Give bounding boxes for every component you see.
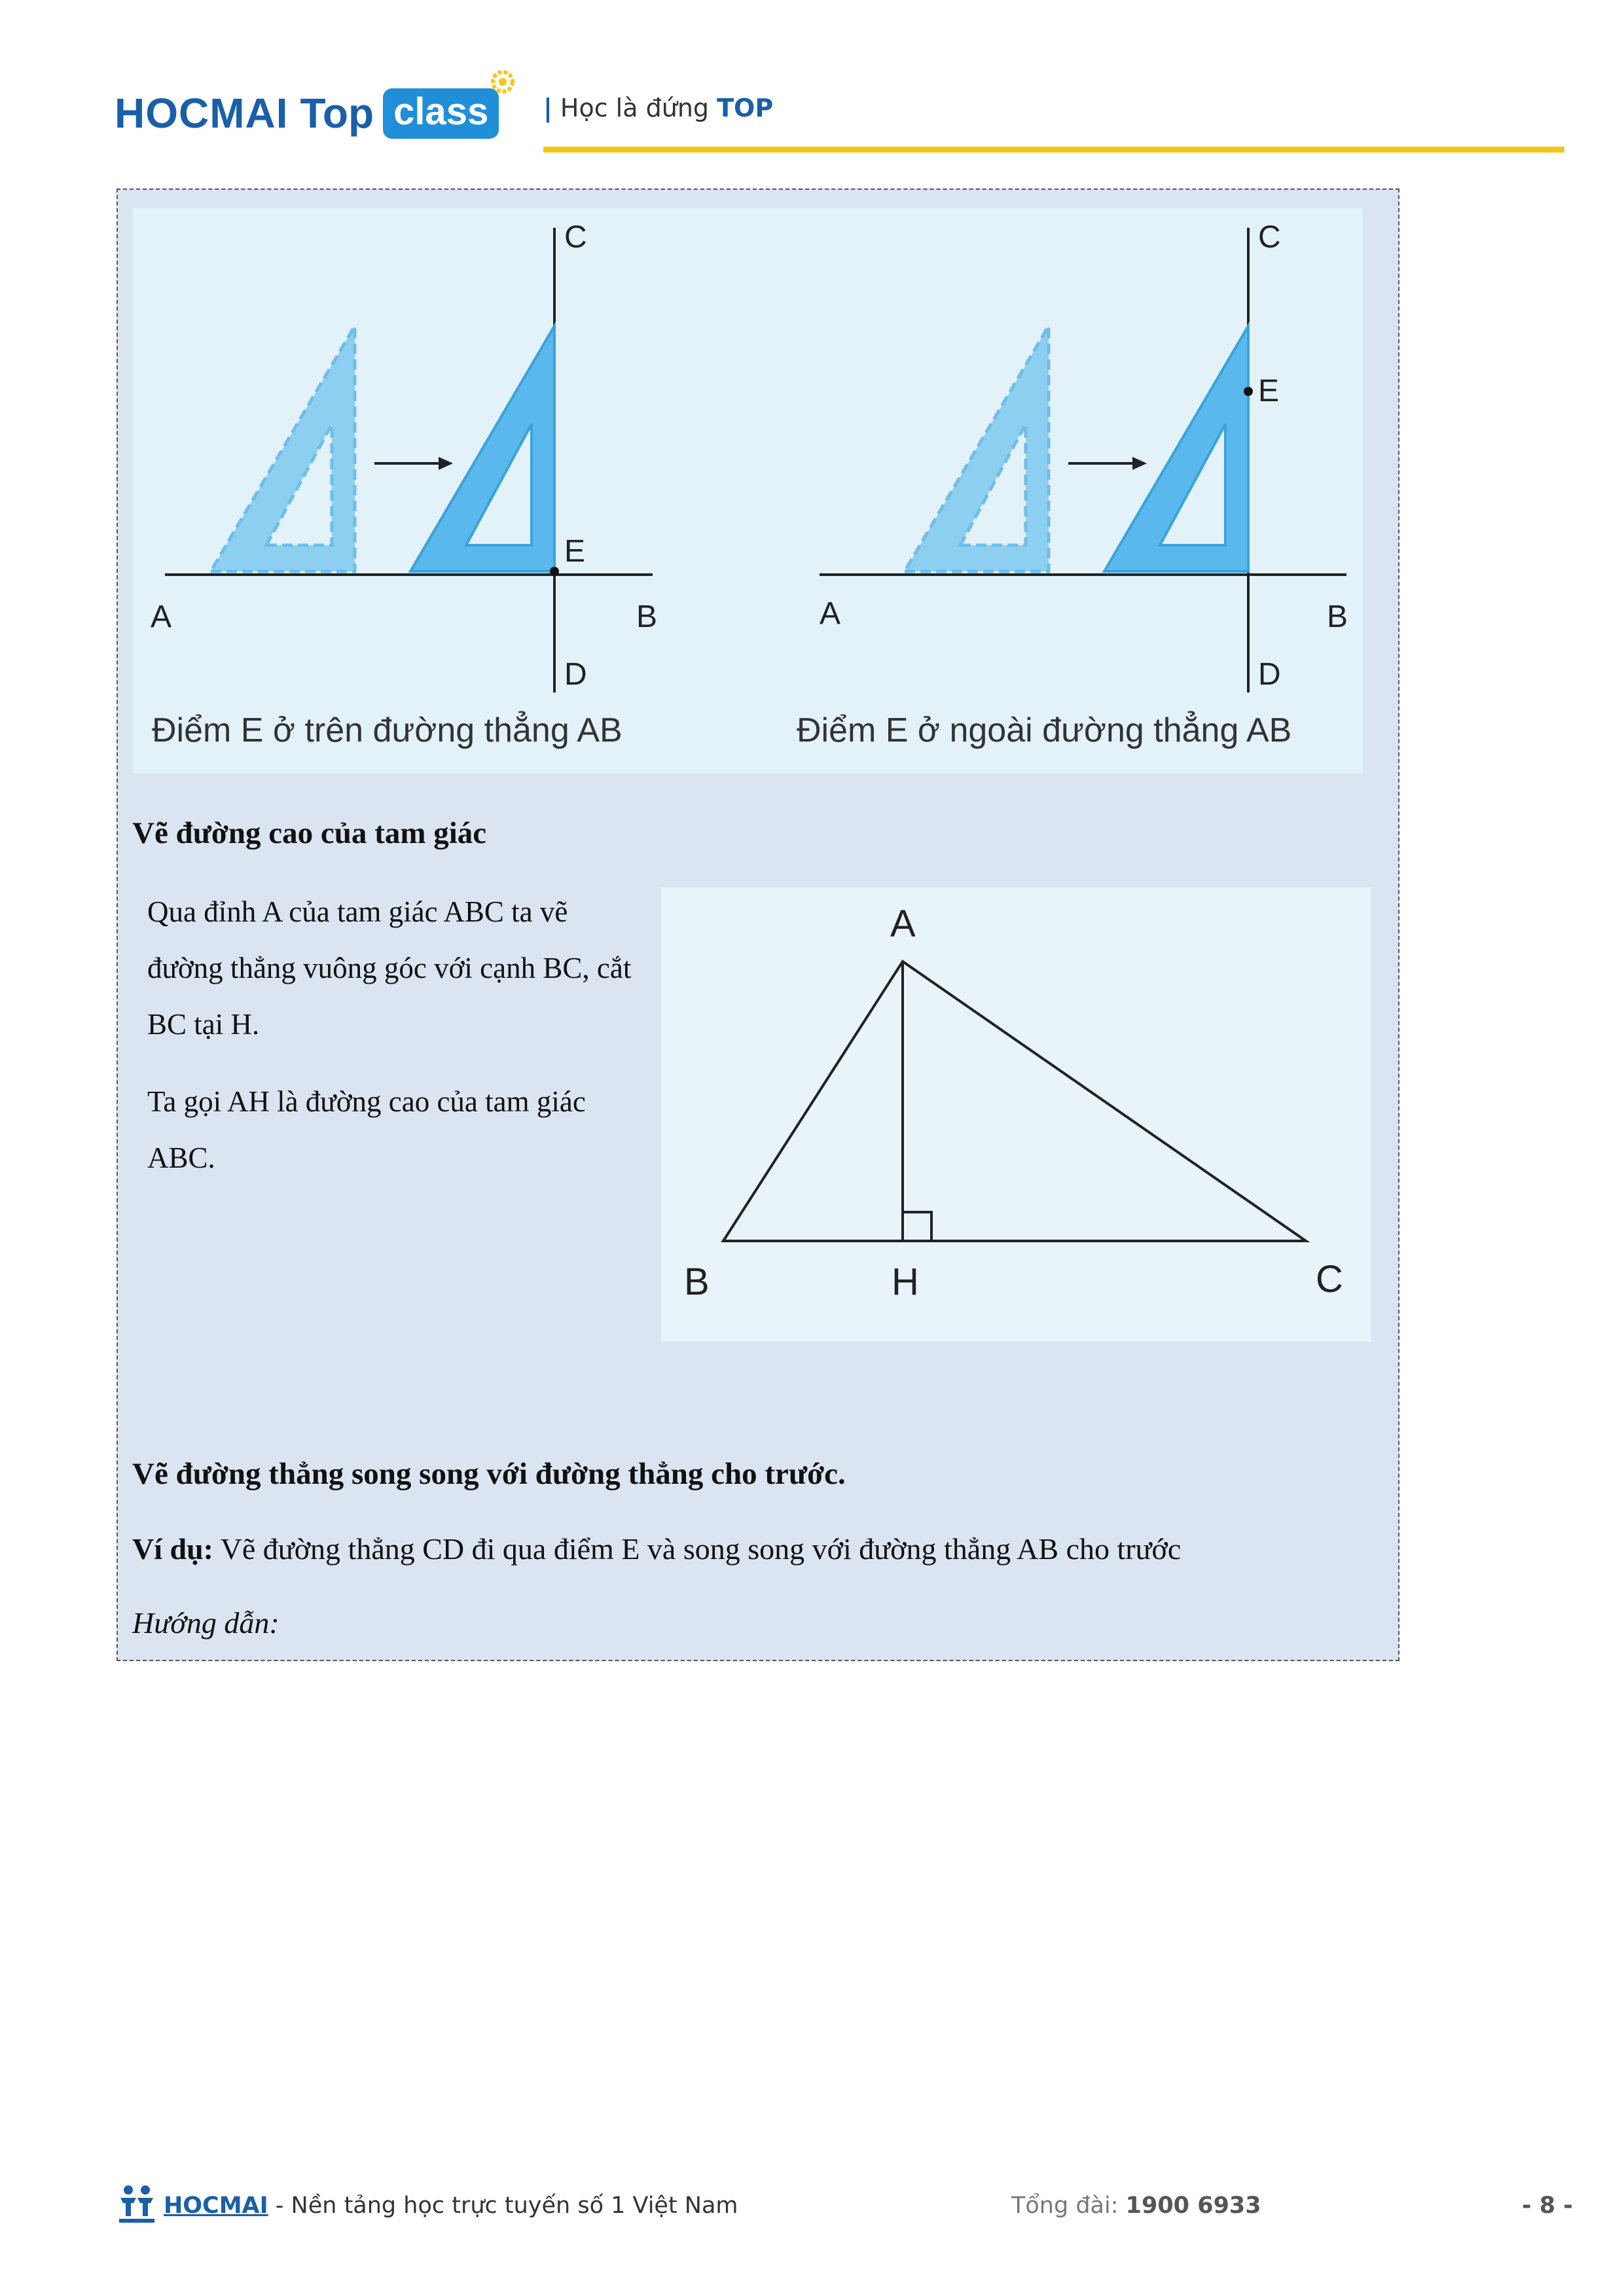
label-a-triangle: A [890, 903, 916, 945]
hotline-label: Tổng đài: [1011, 2193, 1126, 2219]
footer-hotline [1011, 2193, 1261, 2219]
example-text: Vẽ đường thẳng CD đi qua điểm E và song song với đường thẳng AB cho trước [220, 1532, 1182, 1566]
altitude-figure [661, 888, 1371, 1342]
label-c-triangle: C [1316, 1258, 1343, 1300]
label-c-right: C [1258, 220, 1281, 255]
point-e-right [1244, 387, 1253, 396]
hocmai-topclass-logo [115, 77, 499, 149]
logo-top-text: Top [300, 90, 374, 137]
perpendicular-figure [132, 208, 1363, 774]
arrow-head-left [439, 457, 453, 470]
label-e-right: E [1258, 374, 1280, 408]
gear-star-icon [490, 69, 516, 95]
label-a-right: A [820, 596, 841, 631]
footer-tagline [164, 2193, 738, 2219]
left-panel [151, 220, 657, 749]
guide-label: Hướng dẫn: [132, 1606, 280, 1640]
slogan-divider: | [543, 94, 552, 122]
altitude-heading: Vẽ đường cao của tam giác [132, 816, 487, 850]
slogan-prefix: Học là đứng [560, 94, 710, 122]
example-label: Ví dụ: [132, 1532, 213, 1566]
caption-left: Điểm E ở trên đường thẳng AB [152, 711, 623, 749]
set-square-start-right [905, 326, 1049, 571]
set-square-start-left [211, 326, 355, 571]
slogan-emphasis: TOP [717, 94, 774, 122]
example-line [132, 1532, 1181, 1566]
hocmai-people-icon [117, 2183, 157, 2224]
label-h-triangle: H [892, 1261, 919, 1303]
header-divider-line [543, 147, 1564, 152]
logo-hocmai-text: HOCMAI [115, 90, 289, 137]
logo-class-badge [383, 88, 499, 139]
label-d-right: D [1258, 657, 1281, 692]
footer-tagline-text: - Nền tảng học trực tuyến số 1 Việt Nam [268, 2193, 738, 2219]
label-b-triangle: B [684, 1261, 710, 1303]
page-number [1522, 2193, 1573, 2219]
right-angle-mark [903, 1212, 931, 1241]
right-panel [797, 220, 1348, 749]
set-square-end-right [1104, 326, 1248, 571]
page-number-text: - 8 - [1522, 2193, 1573, 2219]
arrow-head-right [1132, 457, 1147, 470]
hotline-number: 1900 6933 [1125, 2193, 1261, 2219]
point-e-left [550, 567, 559, 576]
label-b-right: B [1327, 600, 1348, 634]
parallel-heading: Vẽ đường thẳng song song với đường thẳng cho trước. [132, 1457, 846, 1491]
caption-right: Điểm E ở ngoài đường thẳng AB [797, 711, 1292, 749]
footer-brand-link[interactable]: HOCMAI [164, 2193, 268, 2219]
label-b-left: B [636, 600, 658, 634]
header-slogan [543, 94, 773, 122]
label-a-left: A [151, 600, 172, 634]
set-square-end-left [410, 326, 554, 571]
label-c-left: C [564, 220, 587, 255]
label-e-left: E [564, 534, 586, 569]
label-d-left: D [564, 657, 587, 692]
altitude-paragraph-1: Qua đỉnh A của tam giác ABC ta vẽ đường thẳng vuông góc với cạnh BC, cắt BC tại H. [147, 895, 632, 1041]
altitude-paragraph-2: Ta gọi AH là đường cao của tam giác ABC. [147, 1085, 586, 1174]
logo-class-text: class [393, 90, 489, 133]
triangle-abc [723, 961, 1306, 1241]
